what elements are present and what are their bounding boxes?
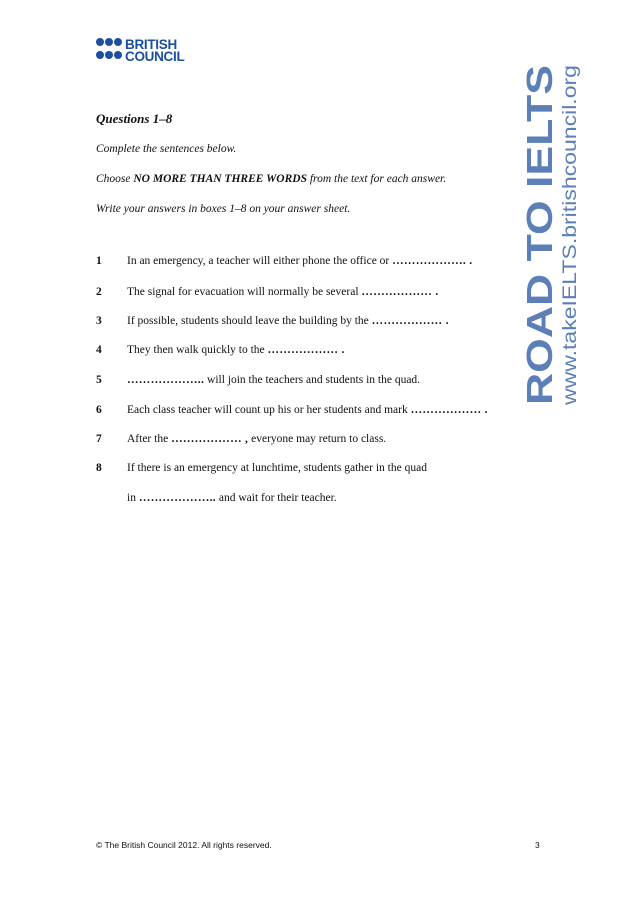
question-row: [96, 255, 536, 267]
question-text-pre: The signal for evacuation will normally be several: [127, 286, 362, 298]
answer-gap: ………………..: [138, 492, 216, 504]
answer-gap: ……………… .: [267, 344, 345, 356]
answer-gap: ……………… .: [410, 404, 488, 416]
question-text-pre: Each class teacher will count up his or her students and mark: [127, 404, 411, 416]
question-row: [96, 462, 536, 474]
logo-dots-icon: [96, 38, 121, 63]
question-text: [127, 462, 427, 474]
question-row: [96, 404, 536, 416]
questions-heading: Questions 1–8: [96, 111, 173, 126]
question-number: 1: [96, 255, 102, 267]
question-row: [96, 286, 536, 298]
question-row: [96, 315, 536, 327]
instruction-choose: [96, 173, 446, 185]
british-council-logo: [96, 38, 184, 63]
question-number-empty: [96, 492, 127, 504]
logo-wordmark: [125, 36, 185, 64]
footer-copyright: © The British Council 2012. All rights reserved.: [96, 840, 272, 850]
answer-gap: ……………… .: [361, 286, 439, 298]
answer-gap: ………………. .: [392, 255, 473, 267]
question-text: [127, 286, 439, 298]
question-row: [96, 433, 536, 445]
question-text-pre: After the: [127, 433, 172, 445]
logo-line-2: COUNCIL: [125, 48, 185, 64]
question-number: 4: [96, 344, 102, 356]
page-number: 3: [535, 840, 540, 850]
question-text: [127, 433, 386, 445]
road-to-ielts-text: ROAD TO IELTS: [519, 130, 560, 405]
question-number: 3: [96, 315, 102, 327]
question-text: [127, 492, 337, 504]
question-text: [127, 374, 420, 386]
question-row-continued: [96, 492, 536, 504]
question-text-post: and wait for their teacher.: [215, 492, 337, 504]
question-number: 2: [96, 286, 102, 298]
question-number: 6: [96, 404, 102, 416]
question-text: [127, 344, 345, 356]
question-row: [96, 344, 536, 356]
answer-gap: ……………… .: [371, 315, 449, 327]
logo-line-1: BRITISH: [125, 36, 177, 52]
instruction-write: Write your answers in boxes 1–8 on your answer sheet.: [96, 203, 351, 215]
question-text: [127, 255, 472, 267]
question-text-pre: They then walk quickly to the: [127, 344, 268, 356]
instruction-choose-post: from the text for each answer.: [306, 173, 447, 185]
question-text-pre: in: [127, 492, 139, 504]
question-text-pre: If possible, students should leave the building by the: [127, 315, 372, 327]
question-row: [96, 374, 536, 386]
question-text: [127, 315, 449, 327]
question-number: 7: [96, 433, 102, 445]
road-to-ielts-banner: [519, 60, 585, 410]
question-text-pre: If there is an emergency at lunchtime, students gather in the quad: [127, 462, 427, 474]
instruction-complete: Complete the sentences below.: [96, 143, 237, 155]
instruction-choose-pre: Choose: [96, 173, 134, 185]
website-url-text: www.takeIELTS.britishcouncil.org: [560, 124, 581, 405]
question-number: 5: [96, 374, 102, 386]
question-text-post: will join the teachers and students in the quad.: [204, 374, 421, 386]
answer-gap: ………………..: [127, 374, 205, 386]
answer-gap: ……………… ,: [171, 433, 249, 445]
question-text-pre: In an emergency, a teacher will either phone the office or: [127, 255, 393, 267]
question-text: [127, 404, 488, 416]
question-text-post: everyone may return to class.: [248, 433, 387, 445]
question-number: 8: [96, 462, 102, 474]
instruction-choose-bold: NO MORE THAN THREE WORDS: [133, 173, 307, 185]
